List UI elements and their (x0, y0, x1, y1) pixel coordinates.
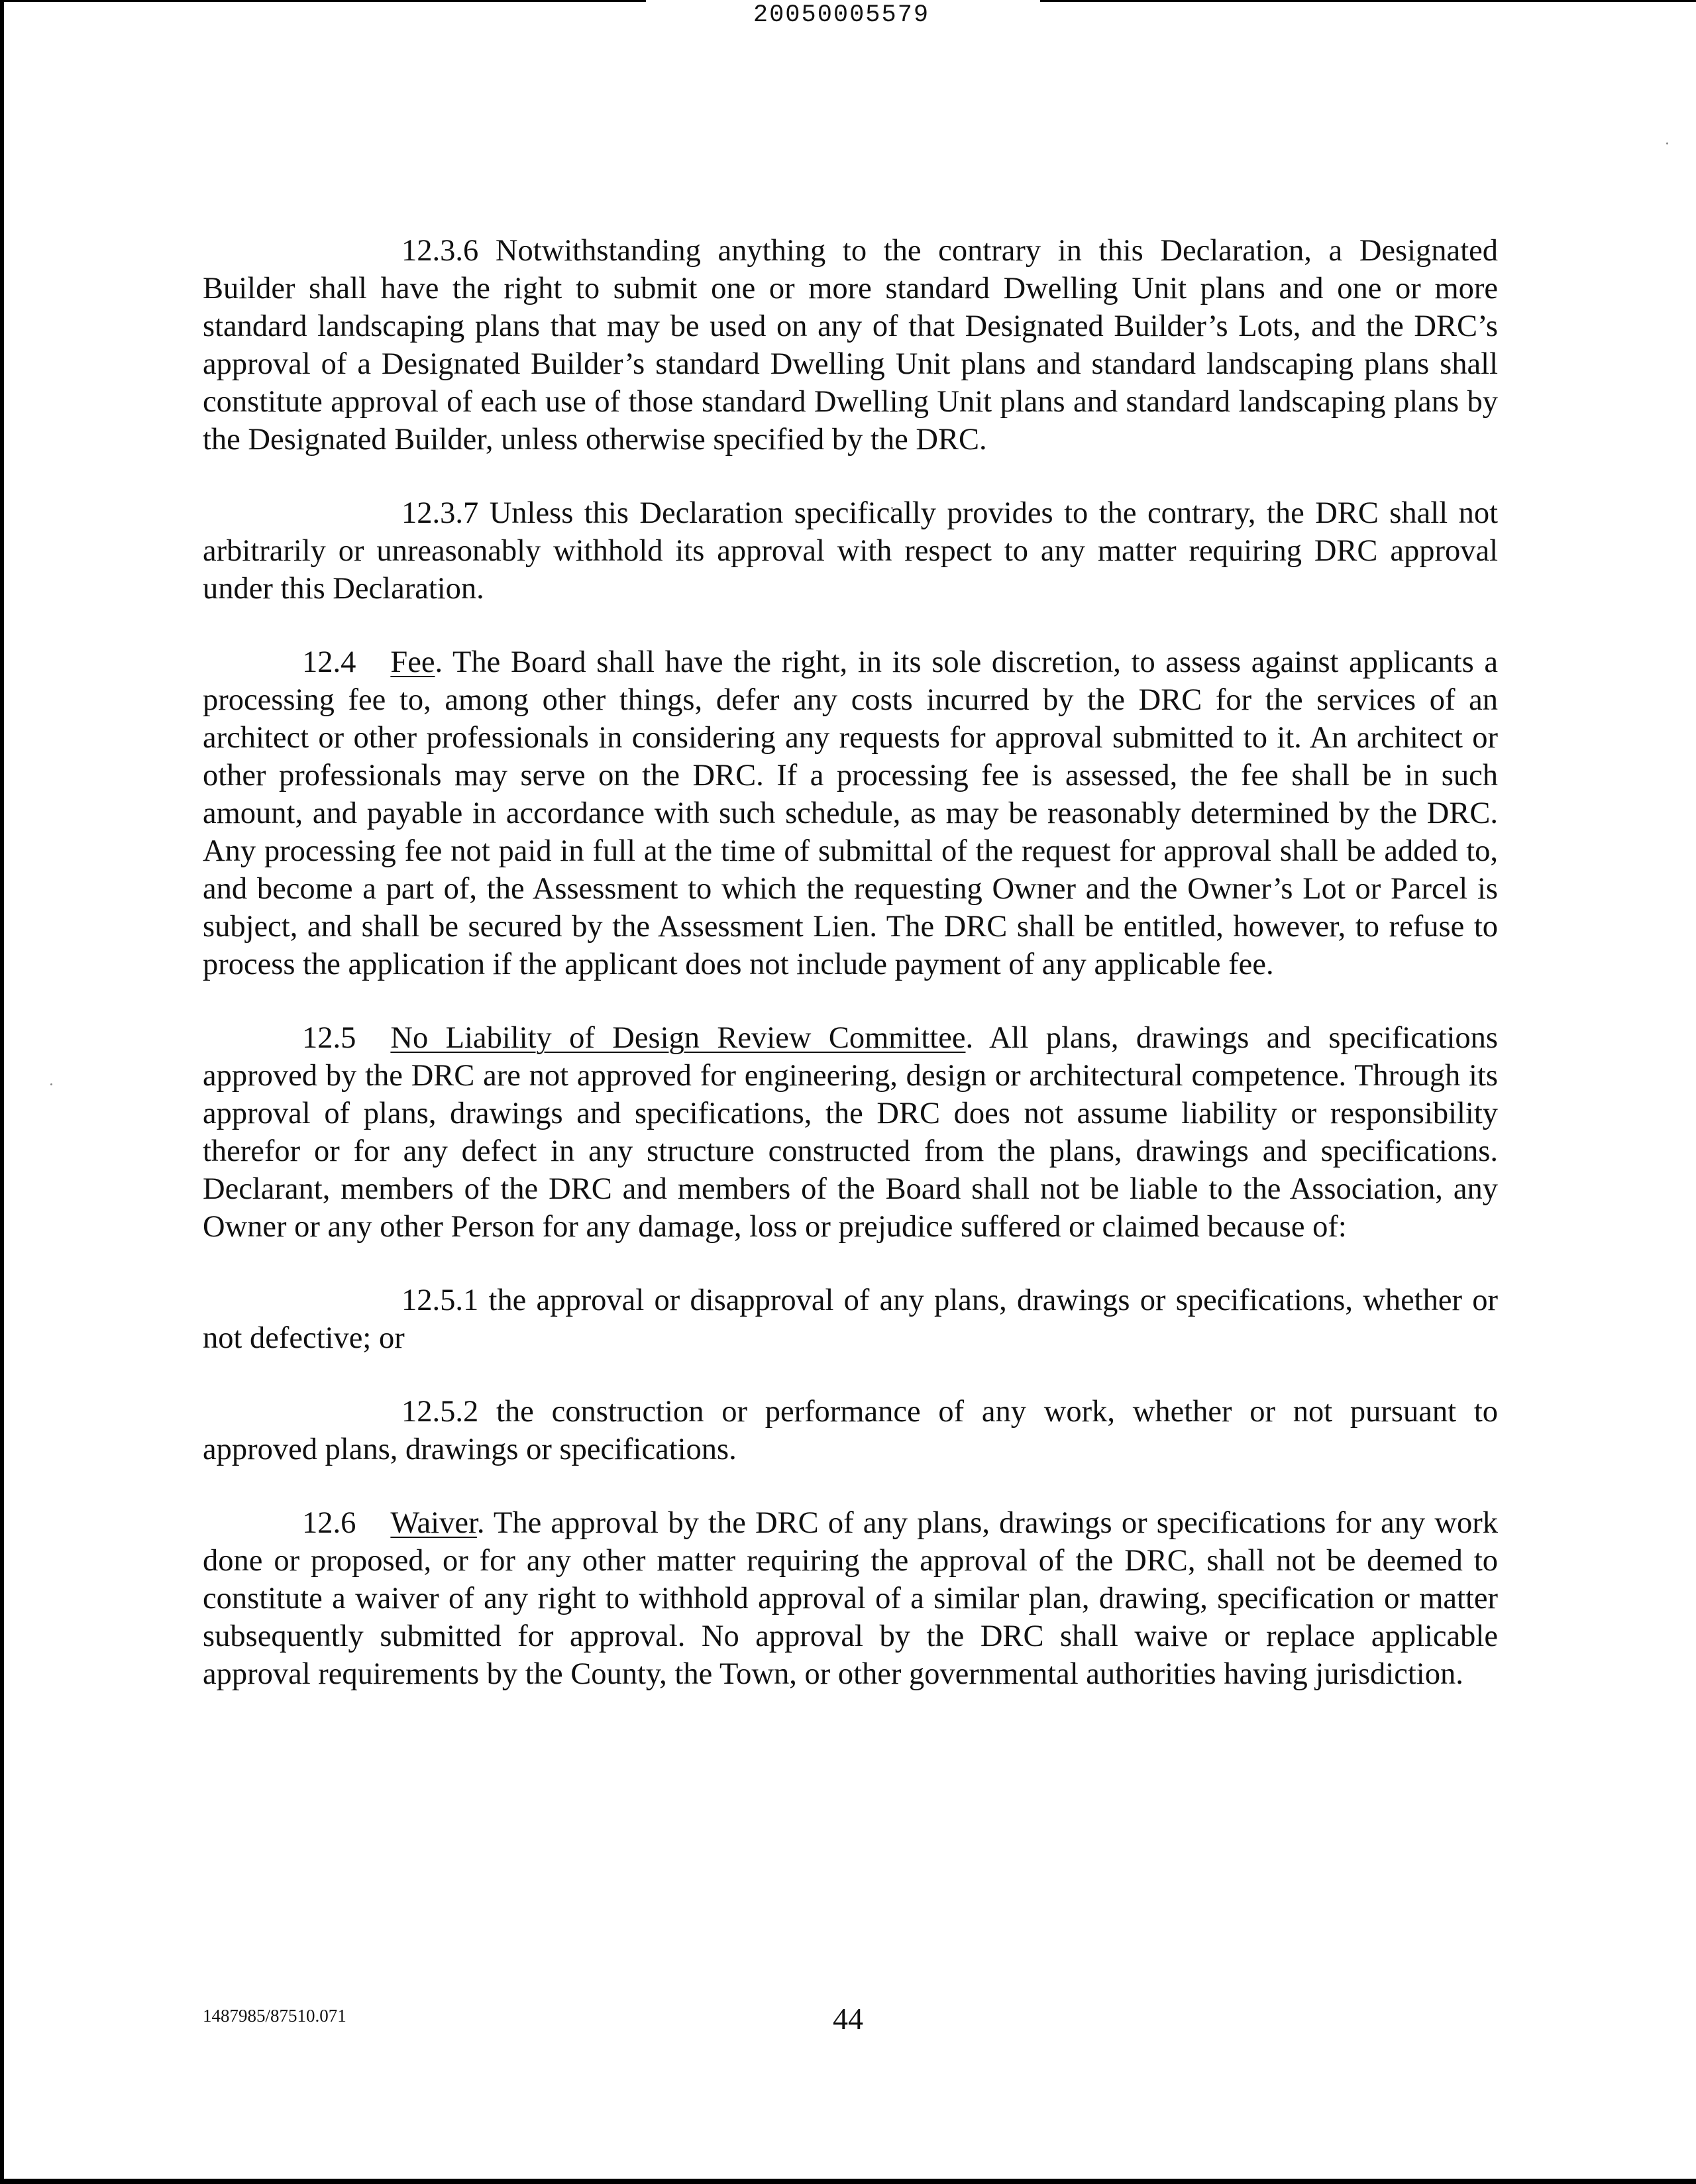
paragraph-12-6 (203, 1504, 1498, 1693)
paragraph-text: the approval or disapproval of any plans, drawings or specifications, whether or not defective; or (203, 1283, 1499, 1355)
scan-border-left (0, 0, 4, 2184)
scan-border-bottom (0, 2179, 1696, 2184)
section-number: 12.5 (302, 1021, 356, 1055)
paragraph-text: the construction or performance of any work, whether or not pursuant to approved plans, drawings or specifications. (203, 1395, 1498, 1466)
header-rule-right (1040, 0, 1696, 2)
section-number: 12.5.2 (401, 1395, 479, 1429)
section-number: 12.3.7 (401, 496, 479, 530)
section-number: 12.5.1 (401, 1283, 479, 1317)
section-heading: Fee (390, 645, 435, 679)
header-rule-left (0, 0, 646, 2)
paragraph-text: . All plans, drawings and specifications approved by the DRC are not approved for engineering, design or architectural competence. Through its approval of plans, drawings and specifications, the DRC does not assume liability or responsibility therefor or for any defect in any structure constructed from the plans, drawings and specifications. Declarant, members of the DRC and members of the Board shall not be liable to the Association, any Owner or any other Person for any damage, loss or prejudice suffered or claimed because of: (203, 1021, 1498, 1244)
paragraph-text: . The approval by the DRC of any plans, drawings or specifications for any work done or proposed, or for any other matter requiring the approval of the DRC, shall not be deemed to constitute a waiver of any right to withhold approval of a similar plan, drawing, specification or matter subsequently submitted for approval. No approval by the DRC shall waive or replace applicable approval requirements by the County, the Town, or other governmental authorities having jurisdiction. (203, 1506, 1498, 1691)
section-number: 12.3.6 (401, 234, 479, 268)
section-heading: No Liability of Design Review Committee (390, 1021, 966, 1055)
document-body (203, 232, 1498, 1729)
paragraph-text: Unless this Declaration specifically provides to the contrary, the DRC shall not arbitrarily or unreasonably withhold its approval with respect to any matter requiring DRC approval under this Declaration. (203, 496, 1499, 606)
paragraph-text: Notwithstanding anything to the contrary in this Declaration, a Designated Builder shall have the right to submit one or more standard Dwelling Unit plans and one or more standard landscaping plans that may be used on any of that Designated Builder’s Lots, and the DRC’s approval of a Designated Builder’s standard Dwelling Unit plans and standard landscaping plans shall constitute approval of each use of those standard Dwelling Unit plans and standard landscaping plans by the Designated Builder, unless otherwise specified by the DRC. (203, 234, 1499, 457)
paragraph-12-5-1 (203, 1282, 1498, 1357)
section-heading: Waiver (390, 1506, 477, 1540)
section-number: 12.6 (302, 1506, 356, 1540)
paragraph-12-4 (203, 643, 1498, 983)
paragraph-12-5-2 (203, 1393, 1498, 1468)
page-number: 44 (833, 2002, 863, 2036)
document-number: 20050005579 (753, 1, 930, 29)
scan-speck (50, 1083, 52, 1085)
paragraph-text: . The Board shall have the right, in its sole discretion, to assess against applicants a processing fee to, among other things, defer any costs incurred by the DRC for the services of an architect or other professionals in considering any requests for approval submitted to it. An architect or other professionals may serve on the DRC. If a processing fee is assessed, the fee shall be in such amount, and payable in accordance with such schedule, as may be reasonably determined by the DRC. Any processing fee not paid in full at the time of submittal of the request for approval shall be added to, and become a part of, the Assessment to which the requesting Owner and the Owner’s Lot or Parcel is subject, and shall be secured by the Assessment Lien. The DRC shall be entitled, however, to refuse to process the application if the applicant does not include payment of any applicable fee. (203, 645, 1498, 981)
paragraph-12-5 (203, 1019, 1498, 1246)
footer-reference: 1487985/87510.071 (203, 2006, 346, 2026)
scan-speck (1666, 142, 1668, 144)
section-number: 12.4 (302, 645, 356, 679)
paragraph-12-3-6 (203, 232, 1498, 459)
paragraph-12-3-7 (203, 494, 1498, 608)
